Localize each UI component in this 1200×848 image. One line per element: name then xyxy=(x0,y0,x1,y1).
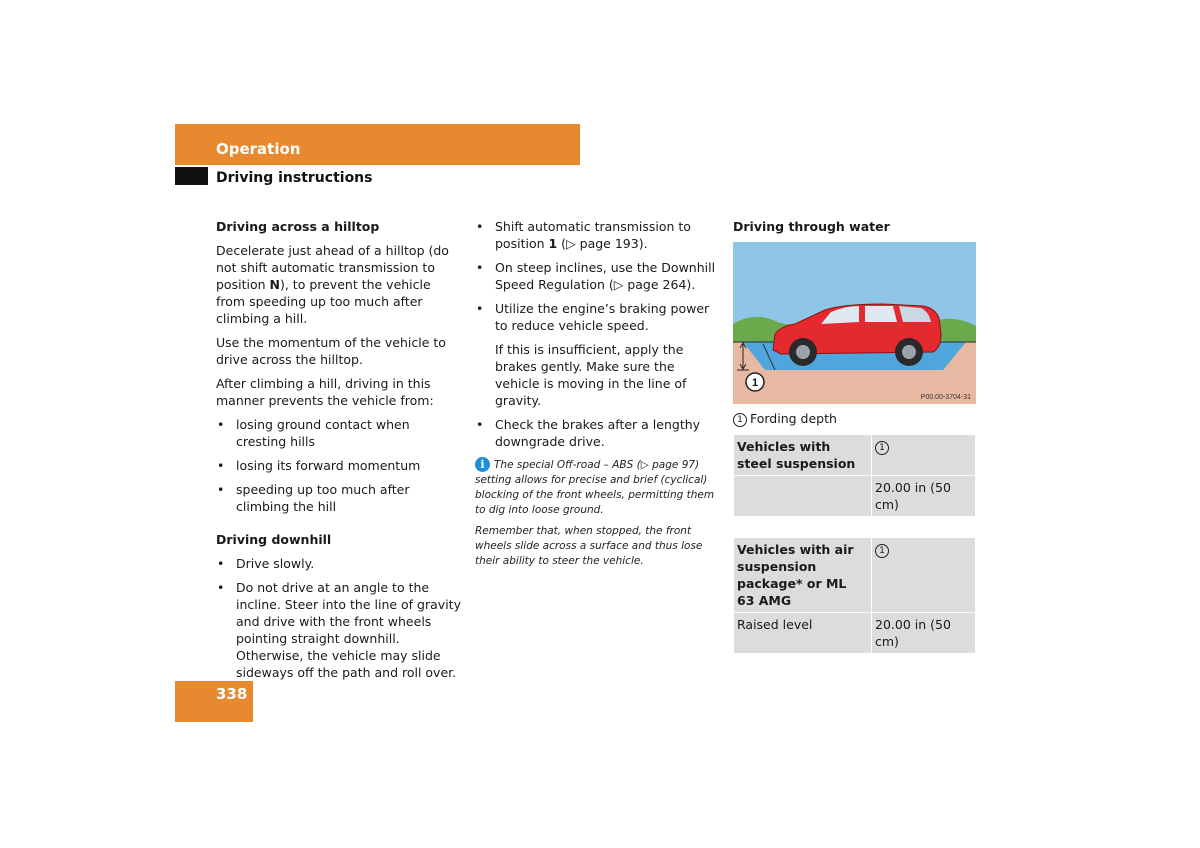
hilltop-paragraph-2: Use the momentum of the vehicle to drive across the hilltop. xyxy=(216,335,446,367)
column-left xyxy=(216,218,461,688)
subsection-title: Driving instructions xyxy=(216,170,373,186)
figure-caption xyxy=(733,410,978,427)
column-right xyxy=(733,218,978,674)
list-item: • Do not drive at an angle to the incline. Steer into the line of gravity and drive with the front wheels pointing straight downhill. Otherwise, the vehicle may slide sideways off the path and roll over. xyxy=(216,579,461,681)
table-header-ref xyxy=(872,435,976,476)
info-note-1 xyxy=(475,457,720,518)
list-item: • speeding up too much after climbing the hill xyxy=(216,481,461,515)
table-row-label xyxy=(734,476,872,517)
table-header: Vehicles with air suspension package* or ML 63 AMG xyxy=(734,538,872,613)
bullet3-followup: If this is insufficient, apply the brakes gently. Make sure the vehicle is moving in the line of gravity. xyxy=(495,342,687,408)
list-item: • Check the brakes after a lengthy downgrade drive. xyxy=(475,416,720,450)
info-note-1-text: The special Off-road – ABS (▷ page 97) setting allows for precise and brief (cyclical) blocking of the front wheels, permitting them to dig into loose ground. xyxy=(475,459,715,516)
column-middle xyxy=(475,218,720,575)
hilltop-p1-text-b: ), to prevent the vehicle from speeding up too much after climbing a hill. xyxy=(216,277,431,326)
position-n: N xyxy=(269,277,280,292)
bullet3-text: Utilize the engine’s braking power to reduce vehicle speed. xyxy=(495,301,710,333)
position-1: 1 xyxy=(548,236,558,251)
figure-code: P00.00-3704-31 xyxy=(920,394,971,401)
list-item: • losing its forward momentum xyxy=(216,457,461,474)
bullet1-text-a: Shift automatic transmission to position xyxy=(495,219,691,251)
hilltop-heading: Driving across a hilltop xyxy=(216,219,380,234)
water-heading: Driving through water xyxy=(733,219,890,234)
downhill-bullet-list xyxy=(216,555,461,681)
caption-text: Fording depth xyxy=(750,411,837,426)
table-row-value: 20.00 in (50 cm) xyxy=(872,613,976,654)
downhill-heading: Driving downhill xyxy=(216,532,332,547)
brakes-list xyxy=(475,416,720,450)
hilltop-paragraph-1 xyxy=(216,242,461,327)
list-item xyxy=(475,218,720,252)
hilltop-paragraph-3: After climbing a hill, driving in this manner prevents the vehicle from: xyxy=(216,376,434,408)
downhill-steps-list xyxy=(475,218,720,334)
callout-number: 1 xyxy=(751,377,759,389)
list-item: • Drive slowly. xyxy=(216,555,461,572)
hilltop-p1-text-a: Decelerate just ahead of a hilltop (do not shift automatic transmission to position xyxy=(216,243,449,292)
page-number: 338 xyxy=(216,685,248,703)
air-suspension-table xyxy=(733,537,976,654)
list-item: • losing ground contact when cresting hills xyxy=(216,416,461,450)
list-item: • On steep inclines, use the Downhill Speed Regulation (▷ page 264). xyxy=(475,259,720,293)
table-header: Vehicles with steel suspension xyxy=(734,435,872,476)
fording-depth-illustration xyxy=(733,242,976,404)
info-icon: i xyxy=(475,457,490,472)
info-note-2: Remember that, when stopped, the front wheels slide across a surface and thus lose their ability to steer the vehicle. xyxy=(475,525,703,567)
subsection-marker xyxy=(175,167,208,185)
ref-marker: 1 xyxy=(875,544,889,558)
steel-suspension-table xyxy=(733,434,976,517)
caption-marker: 1 xyxy=(733,413,747,427)
table-row-label: Raised level xyxy=(734,613,872,654)
hilltop-bullet-list xyxy=(216,416,461,515)
list-item xyxy=(475,300,720,334)
bullet1-text-b: (▷ page 193). xyxy=(557,236,648,251)
section-title: Operation xyxy=(216,140,301,158)
table-row-value: 20.00 in (50 cm) xyxy=(872,476,976,517)
ref-marker: 1 xyxy=(875,441,889,455)
table-header-ref xyxy=(872,538,976,613)
